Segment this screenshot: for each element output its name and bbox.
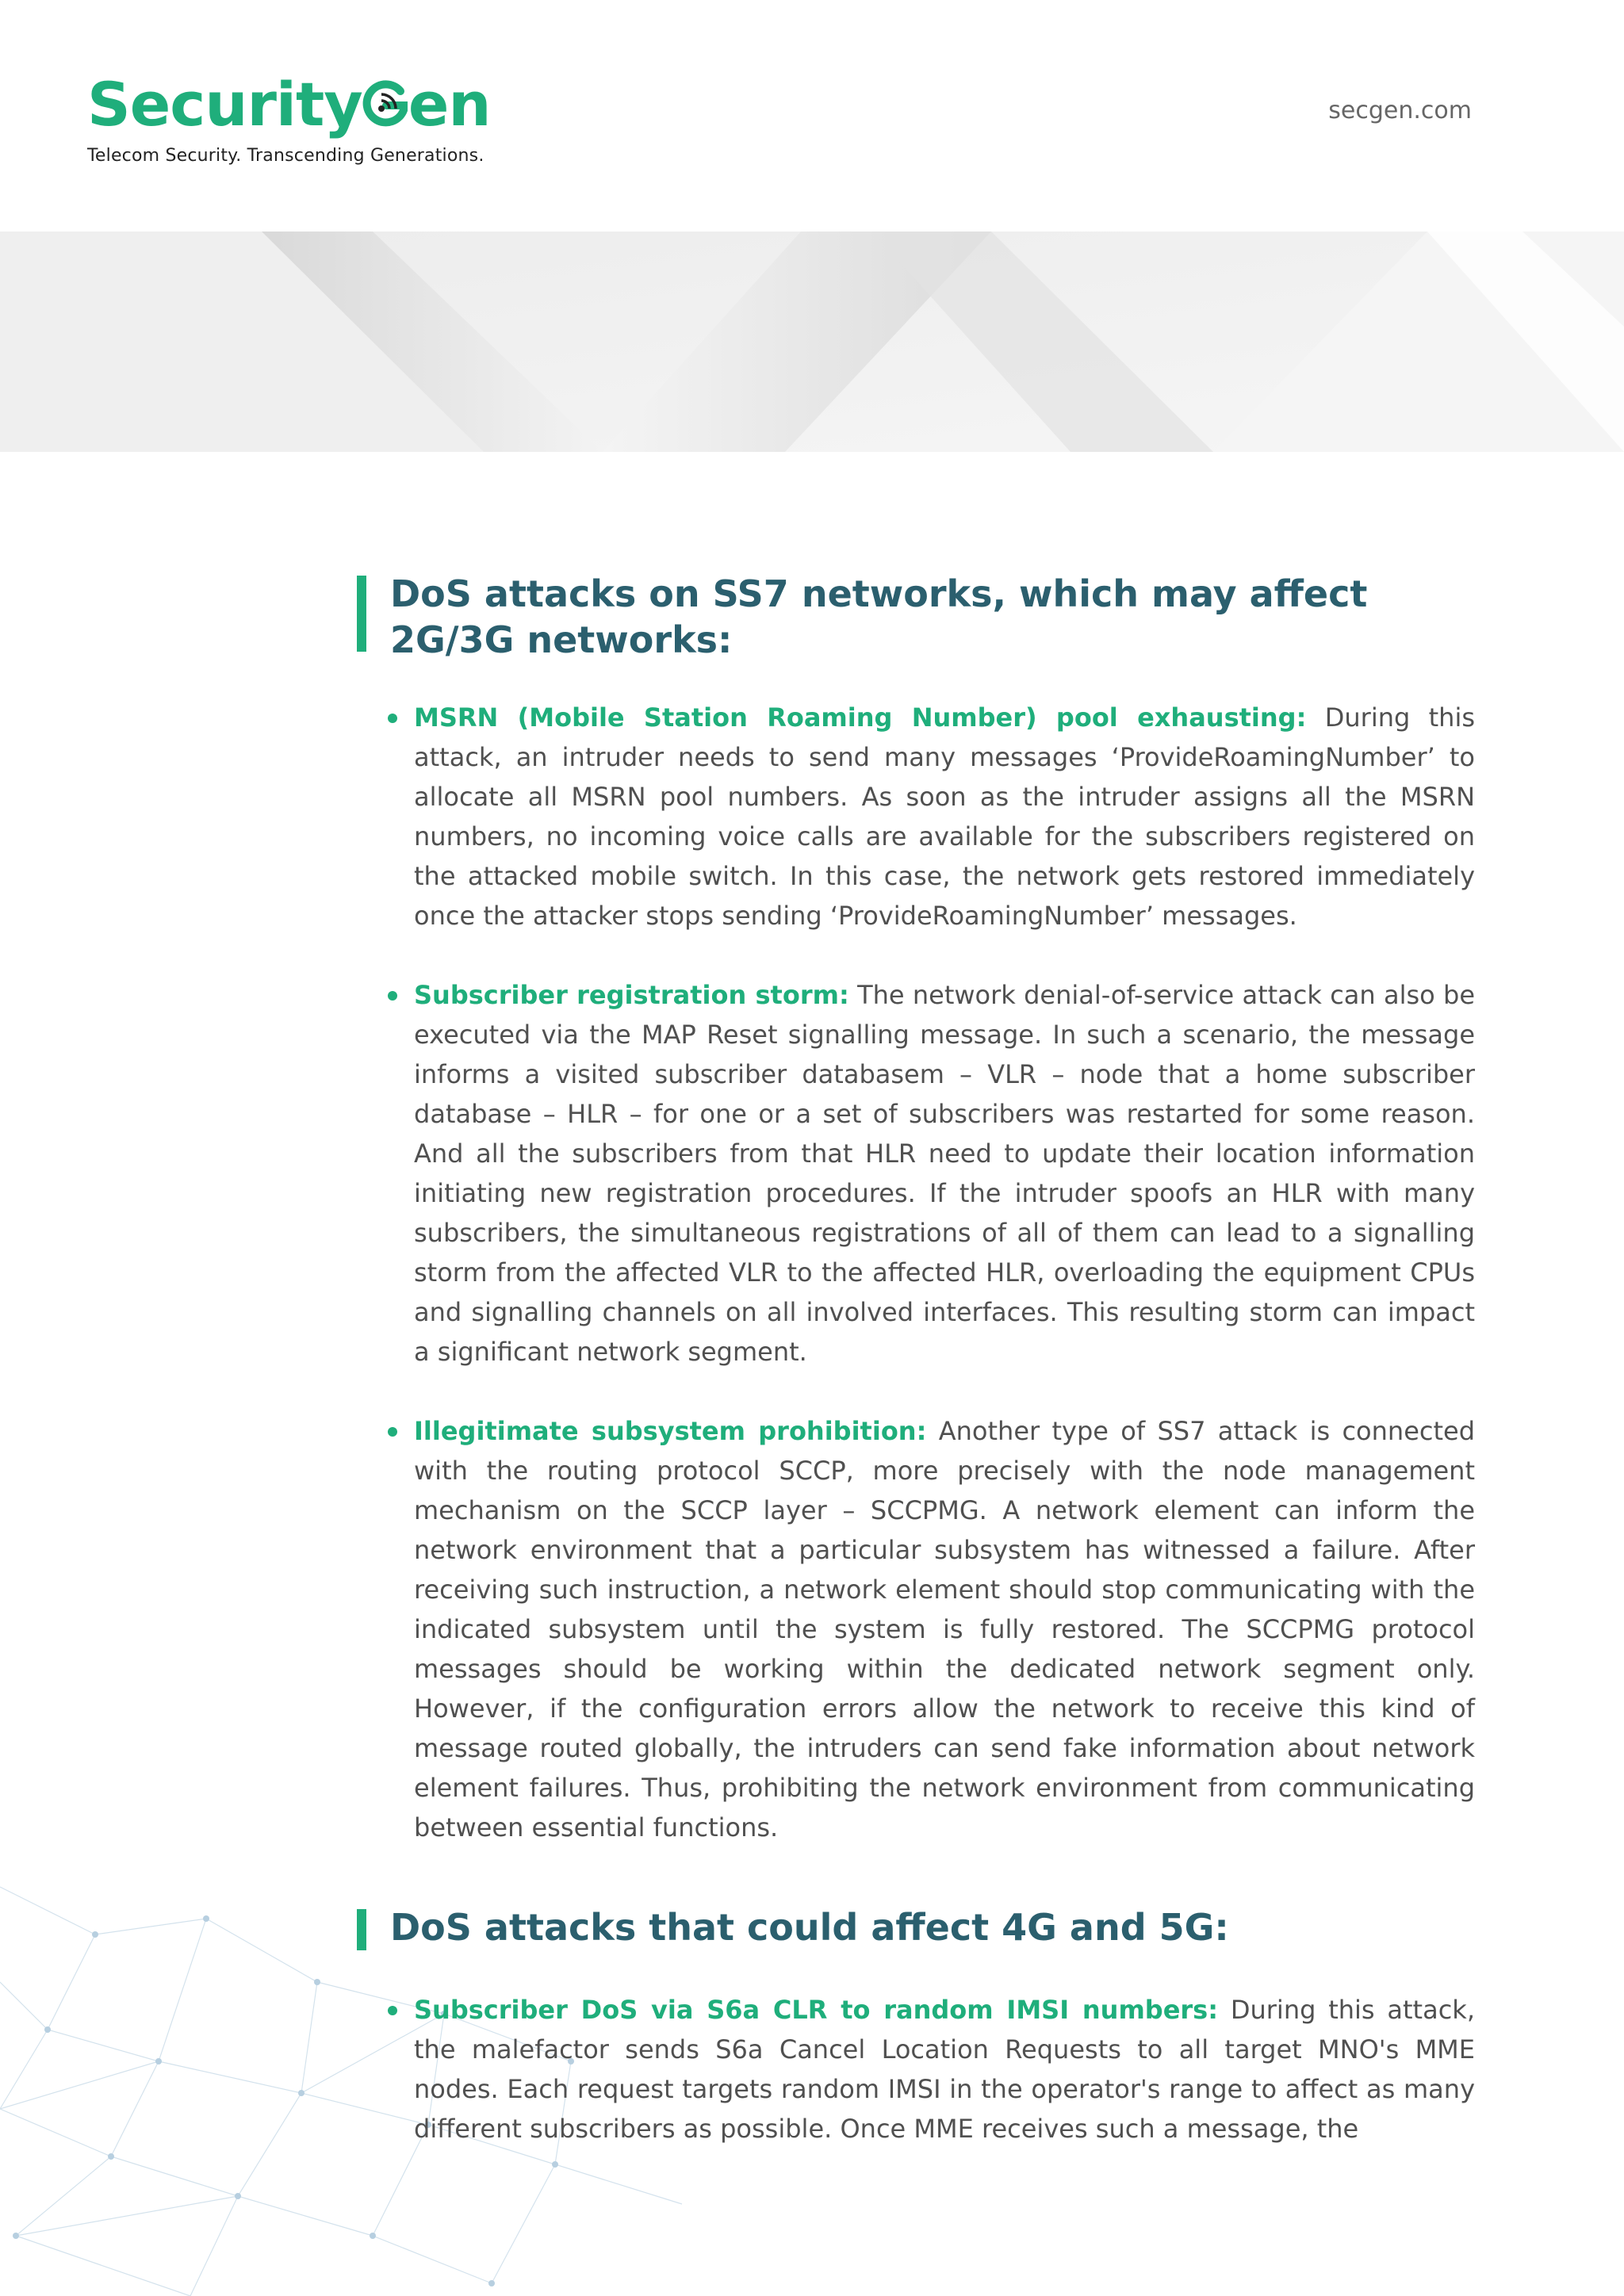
bullet-icon bbox=[388, 1427, 397, 1437]
bullet-icon bbox=[388, 714, 397, 723]
section-title: DoS attacks on SS7 networks, which may affect 2G/3G networks: bbox=[390, 572, 1368, 661]
logo-g-signal-icon bbox=[362, 77, 408, 132]
bullet-icon bbox=[388, 2006, 397, 2015]
item-term: Subscriber DoS via S6a CLR to random IMSI numbers: bbox=[414, 1995, 1219, 2025]
list-item bbox=[357, 1990, 1475, 2149]
bullet-icon bbox=[388, 991, 397, 1001]
item-term: Subscriber registration storm: bbox=[414, 980, 849, 1010]
section-heading bbox=[357, 571, 1475, 663]
securitygen-logo[interactable] bbox=[87, 70, 491, 166]
page-header bbox=[0, 0, 1624, 230]
logo-tagline: Telecom Security. Transcending Generations. bbox=[87, 146, 485, 166]
item-text: During this attack, the malefactor sends S6a Cancel Location Requests to all target MNO's MME nodes. Each request targets random IMSI in the operator's range to affect as many different subscribers as possible. Once MME receives such a message, the bbox=[414, 1995, 1476, 2144]
list-item bbox=[357, 975, 1475, 1372]
item-text: During this attack, an intruder needs to send many messages ‘ProvideRoamingNumber’ to allocate all MSRN pool numbers. As soon as the intruder assigns all the MSRN numbers, no incoming voice calls are available for the subscribers registered on the attacked mobile switch. In this case, the network gets restored immediately once the attacker stops sending ‘ProvideRoamingNumber’ messages. bbox=[414, 702, 1476, 931]
attack-list bbox=[357, 698, 1475, 1847]
attack-list bbox=[357, 1990, 1475, 2149]
logo-text-prefix: Security bbox=[87, 69, 362, 140]
heading-accent-bar bbox=[357, 1909, 366, 1950]
section-title: DoS attacks that could affect 4G and 5G: bbox=[390, 1906, 1229, 1949]
site-url[interactable]: secgen.com bbox=[1328, 97, 1472, 124]
list-item bbox=[357, 1411, 1475, 1847]
item-term: Illegitimate subsystem prohibition: bbox=[414, 1416, 927, 1446]
list-item bbox=[357, 698, 1475, 936]
heading-accent-bar bbox=[357, 576, 366, 652]
decorative-banner bbox=[0, 232, 1624, 452]
item-text: Another type of SS7 attack is connected with the routing protocol SCCP, more precisely with the node management mechanism on the SCCP layer – SCCPMG. A network element can inform the network environment that a particular subsystem has witnessed a failure. After receiving such instruction, a network element should stop communicating with the indicated subsystem until the system is fully restored. The SCCPMG protocol messages should be working within the dedicated network segment only. However, if the configuration errors allow the network to receive this kind of message routed globally, the intruders can send fake information about network element failures. Thus, prohibiting the network environment from communicating between essential functions. bbox=[414, 1416, 1476, 1843]
section-4g-5g-dos bbox=[357, 1904, 1475, 2149]
main-content bbox=[357, 571, 1475, 2149]
item-text: The network denial-of-service attack can also be executed via the MAP Reset signalling message. In such a scenario, the message informs a visited subscriber databasem – VLR – node that a home subscriber database – HLR – for one or a set of subscribers was restarted for some reason. And all the subscribers from that HLR need to update their location information initiating new registration procedures. If the intruder spoofs an HLR with many subscribers, the simultaneous registrations of all of them can lead to a signalling storm from the affected VLR to the affected HLR, overloading the equipment CPUs and signalling channels on all involved interfaces. This resulting storm can impact a significant network segment. bbox=[414, 980, 1476, 1367]
item-term: MSRN (Mobile Station Roaming Number) pool exhausting: bbox=[414, 702, 1307, 733]
logo-wordmark bbox=[87, 70, 491, 140]
section-heading bbox=[357, 1904, 1475, 1950]
logo-text-suffix: en bbox=[408, 69, 491, 140]
section-ss7-dos bbox=[357, 571, 1475, 1847]
